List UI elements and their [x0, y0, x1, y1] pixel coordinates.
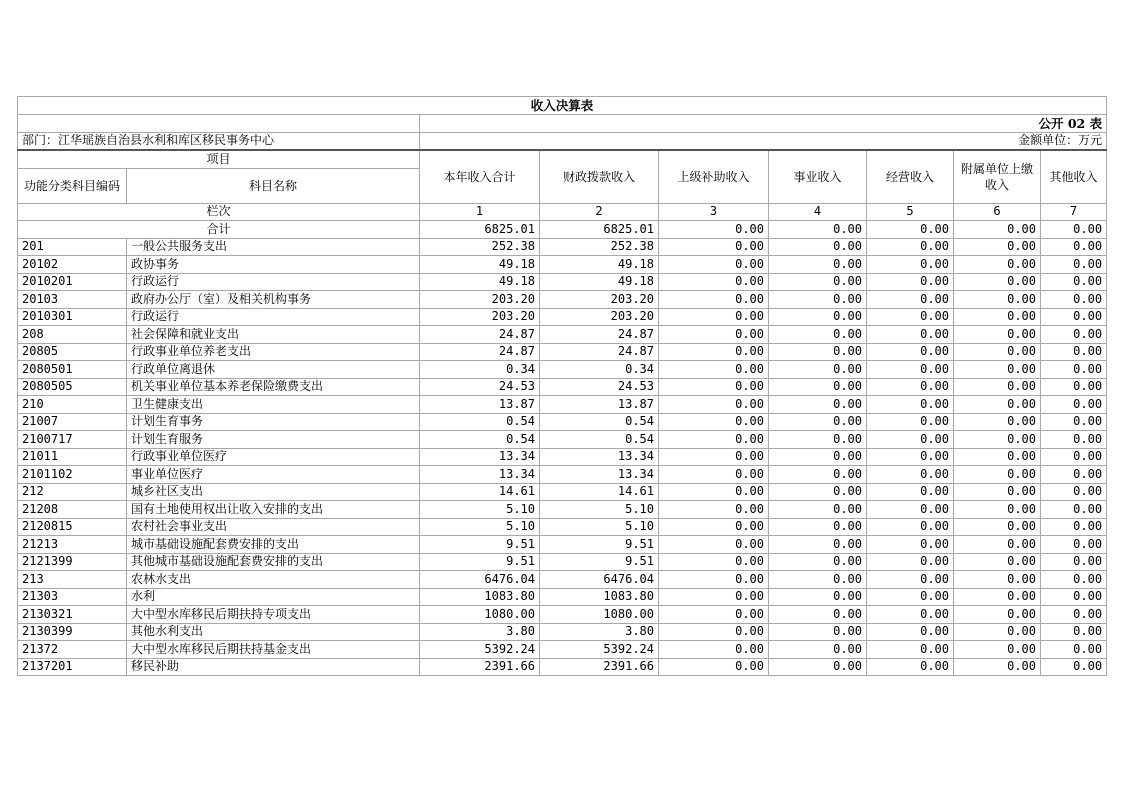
amount-cell: 0.00 [954, 588, 1041, 606]
amount-cell: 0.00 [769, 308, 867, 326]
amount-cell: 0.00 [954, 326, 1041, 344]
table-row [18, 553, 1107, 571]
amount-cell: 0.00 [954, 658, 1041, 676]
table-row [18, 641, 1107, 659]
subject-name: 行政运行 [127, 273, 420, 291]
amount-cell: 0.00 [954, 378, 1041, 396]
table-row [18, 466, 1107, 484]
subject-name: 机关事业单位基本养老保险缴费支出 [127, 378, 420, 396]
amount-cell: 0.00 [659, 238, 769, 256]
form-number: 公开 02 表 [420, 115, 1107, 133]
subject-code: 2010301 [18, 308, 127, 326]
amount-cell: 0.00 [1041, 483, 1107, 501]
amount-cell: 0.00 [867, 413, 954, 431]
amount-cell: 0.00 [867, 553, 954, 571]
subject-name: 农林水支出 [127, 571, 420, 589]
subject-name: 政府办公厅（室）及相关机构事务 [127, 291, 420, 309]
amount-cell: 0.00 [659, 571, 769, 589]
amount-cell: 13.87 [420, 396, 540, 414]
amount-cell: 0.00 [1041, 588, 1107, 606]
amount-cell: 0.00 [769, 571, 867, 589]
subject-name: 其他城市基础设施配套费安排的支出 [127, 553, 420, 571]
subject-code: 210 [18, 396, 127, 414]
table-row [18, 606, 1107, 624]
subject-code: 20102 [18, 256, 127, 274]
total-value: 0.00 [954, 221, 1041, 239]
table-row [18, 291, 1107, 309]
amount-cell: 0.00 [769, 448, 867, 466]
amount-cell: 0.00 [954, 308, 1041, 326]
amount-cell: 203.20 [420, 308, 540, 326]
amount-cell: 1083.80 [540, 588, 659, 606]
amount-cell: 13.34 [540, 448, 659, 466]
amount-cell: 0.00 [1041, 553, 1107, 571]
header-col-7: 其他收入 [1041, 150, 1107, 203]
amount-cell: 0.00 [1041, 623, 1107, 641]
amount-cell: 0.00 [954, 361, 1041, 379]
header-name: 科目名称 [127, 168, 420, 203]
header-col-3: 上级补助收入 [659, 150, 769, 203]
amount-cell: 0.00 [769, 378, 867, 396]
subject-code: 2121399 [18, 553, 127, 571]
subject-code: 2080505 [18, 378, 127, 396]
table-row [18, 343, 1107, 361]
lane-number: 6 [954, 203, 1041, 221]
header-col-6: 附属单位上缴收入 [954, 150, 1041, 203]
amount-cell: 13.34 [420, 448, 540, 466]
subject-code: 20805 [18, 343, 127, 361]
amount-cell: 0.00 [659, 606, 769, 624]
amount-cell: 0.00 [1041, 536, 1107, 554]
amount-cell: 0.00 [1041, 343, 1107, 361]
amount-cell: 0.54 [540, 431, 659, 449]
amount-cell: 0.00 [659, 431, 769, 449]
amount-cell: 2391.66 [540, 658, 659, 676]
amount-cell: 252.38 [540, 238, 659, 256]
amount-cell: 0.00 [954, 431, 1041, 449]
amount-cell: 0.00 [867, 606, 954, 624]
amount-cell: 5.10 [420, 518, 540, 536]
amount-cell: 252.38 [420, 238, 540, 256]
amount-cell: 13.87 [540, 396, 659, 414]
amount-cell: 0.00 [769, 273, 867, 291]
subject-name: 行政事业单位医疗 [127, 448, 420, 466]
total-value: 0.00 [659, 221, 769, 239]
amount-cell: 0.00 [659, 413, 769, 431]
amount-cell: 9.51 [420, 553, 540, 571]
amount-cell: 0.00 [954, 536, 1041, 554]
amount-cell: 0.00 [867, 518, 954, 536]
amount-cell: 0.00 [769, 466, 867, 484]
amount-cell: 0.00 [954, 571, 1041, 589]
table-row [18, 483, 1107, 501]
table-row [18, 536, 1107, 554]
lane-number: 1 [420, 203, 540, 221]
amount-cell: 0.00 [659, 273, 769, 291]
amount-cell: 0.00 [769, 658, 867, 676]
subject-name: 其他水利支出 [127, 623, 420, 641]
amount-cell: 24.53 [420, 378, 540, 396]
subject-code: 21372 [18, 641, 127, 659]
amount-cell: 0.00 [769, 518, 867, 536]
amount-cell: 0.00 [954, 553, 1041, 571]
amount-cell: 1083.80 [420, 588, 540, 606]
table-row [18, 501, 1107, 519]
header-col-4: 事业收入 [769, 150, 867, 203]
amount-cell: 0.00 [659, 518, 769, 536]
amount-cell: 0.00 [954, 343, 1041, 361]
table-row [18, 238, 1107, 256]
subject-name: 卫生健康支出 [127, 396, 420, 414]
amount-cell: 0.00 [867, 448, 954, 466]
subject-code: 2080501 [18, 361, 127, 379]
amount-cell: 0.00 [659, 378, 769, 396]
amount-cell: 0.00 [659, 623, 769, 641]
header-col-2: 财政拨款收入 [540, 150, 659, 203]
amount-cell: 0.00 [769, 361, 867, 379]
amount-cell: 0.00 [1041, 413, 1107, 431]
amount-cell: 0.00 [769, 396, 867, 414]
amount-cell: 0.00 [659, 308, 769, 326]
amount-cell: 0.34 [540, 361, 659, 379]
amount-cell: 1080.00 [540, 606, 659, 624]
amount-cell: 0.00 [867, 466, 954, 484]
amount-cell: 0.34 [420, 361, 540, 379]
amount-cell: 9.51 [420, 536, 540, 554]
amount-cell: 0.00 [769, 501, 867, 519]
amount-cell: 0.00 [769, 483, 867, 501]
table-row [18, 308, 1107, 326]
amount-cell: 0.00 [954, 273, 1041, 291]
amount-cell: 0.00 [867, 483, 954, 501]
lane-number: 3 [659, 203, 769, 221]
amount-cell: 13.34 [420, 466, 540, 484]
amount-cell: 5392.24 [540, 641, 659, 659]
subject-code: 2100717 [18, 431, 127, 449]
amount-cell: 0.00 [659, 501, 769, 519]
amount-cell: 49.18 [540, 256, 659, 274]
amount-cell: 0.00 [954, 518, 1041, 536]
amount-cell: 0.00 [1041, 378, 1107, 396]
amount-cell: 0.00 [1041, 501, 1107, 519]
amount-cell: 2391.66 [420, 658, 540, 676]
amount-cell: 0.00 [954, 641, 1041, 659]
amount-cell: 0.00 [659, 483, 769, 501]
amount-cell: 5392.24 [420, 641, 540, 659]
table-row [18, 361, 1107, 379]
amount-cell: 0.00 [659, 361, 769, 379]
amount-cell: 203.20 [540, 308, 659, 326]
subject-code: 21007 [18, 413, 127, 431]
amount-cell: 49.18 [420, 273, 540, 291]
amount-cell: 6476.04 [420, 571, 540, 589]
amount-cell: 0.00 [1041, 571, 1107, 589]
amount-cell: 0.00 [954, 396, 1041, 414]
amount-cell: 0.00 [769, 326, 867, 344]
amount-cell: 0.00 [769, 343, 867, 361]
subject-code: 2130399 [18, 623, 127, 641]
amount-cell: 0.00 [1041, 291, 1107, 309]
amount-cell: 0.00 [1041, 518, 1107, 536]
amount-cell: 0.00 [1041, 641, 1107, 659]
income-final-account-sheet [17, 96, 1106, 676]
amount-cell: 24.87 [420, 343, 540, 361]
amount-cell: 13.34 [540, 466, 659, 484]
lane-number: 5 [867, 203, 954, 221]
table-title: 收入决算表 [18, 97, 1107, 115]
subject-name: 大中型水库移民后期扶持专项支出 [127, 606, 420, 624]
amount-cell: 0.00 [1041, 273, 1107, 291]
total-value: 0.00 [1041, 221, 1107, 239]
amount-cell: 0.00 [1041, 326, 1107, 344]
lane-number: 7 [1041, 203, 1107, 221]
table-row [18, 326, 1107, 344]
total-value: 6825.01 [420, 221, 540, 239]
amount-cell: 9.51 [540, 536, 659, 554]
header-col-5: 经营收入 [867, 150, 954, 203]
amount-cell: 0.00 [867, 536, 954, 554]
total-label: 合计 [18, 221, 420, 239]
subject-code: 21213 [18, 536, 127, 554]
amount-cell: 0.00 [867, 308, 954, 326]
subject-code: 2137201 [18, 658, 127, 676]
amount-cell: 0.00 [867, 623, 954, 641]
amount-cell: 0.00 [769, 606, 867, 624]
subject-code: 20103 [18, 291, 127, 309]
table-row [18, 448, 1107, 466]
amount-cell: 0.00 [769, 553, 867, 571]
subject-name: 政协事务 [127, 256, 420, 274]
total-row [18, 221, 1107, 239]
amount-cell: 0.00 [769, 291, 867, 309]
subject-name: 行政事业单位养老支出 [127, 343, 420, 361]
amount-cell: 0.54 [420, 413, 540, 431]
amount-cell: 0.00 [954, 606, 1041, 624]
amount-cell: 0.00 [659, 553, 769, 571]
amount-cell: 0.00 [867, 273, 954, 291]
amount-cell: 0.00 [867, 238, 954, 256]
amount-cell: 5.10 [540, 501, 659, 519]
table-row [18, 623, 1107, 641]
amount-cell: 0.00 [954, 623, 1041, 641]
subject-code: 21011 [18, 448, 127, 466]
amount-cell: 0.00 [659, 466, 769, 484]
amount-cell: 0.00 [1041, 361, 1107, 379]
table-row [18, 396, 1107, 414]
amount-cell: 0.00 [659, 588, 769, 606]
amount-cell: 5.10 [540, 518, 659, 536]
subject-name: 行政单位离退休 [127, 361, 420, 379]
amount-cell: 0.00 [1041, 256, 1107, 274]
amount-cell: 0.00 [659, 396, 769, 414]
amount-cell: 0.00 [769, 413, 867, 431]
income-table [17, 96, 1107, 676]
subject-name: 国有土地使用权出让收入安排的支出 [127, 501, 420, 519]
amount-cell: 0.00 [867, 641, 954, 659]
amount-cell: 0.00 [1041, 431, 1107, 449]
subject-name: 计划生育服务 [127, 431, 420, 449]
amount-cell: 0.00 [954, 291, 1041, 309]
amount-cell: 0.00 [954, 448, 1041, 466]
amount-cell: 49.18 [540, 273, 659, 291]
lane-label: 栏次 [18, 203, 420, 221]
subject-name: 农村社会事业支出 [127, 518, 420, 536]
total-value: 0.00 [867, 221, 954, 239]
amount-cell: 0.00 [659, 326, 769, 344]
amount-cell: 0.00 [867, 571, 954, 589]
amount-cell: 0.00 [1041, 606, 1107, 624]
amount-cell: 0.00 [659, 536, 769, 554]
amount-cell: 3.80 [540, 623, 659, 641]
amount-cell: 0.00 [954, 466, 1041, 484]
amount-cell: 24.87 [540, 326, 659, 344]
amount-cell: 0.00 [1041, 466, 1107, 484]
table-row [18, 431, 1107, 449]
amount-cell: 0.00 [659, 641, 769, 659]
amount-cell: 24.53 [540, 378, 659, 396]
amount-cell: 9.51 [540, 553, 659, 571]
amount-cell: 0.00 [867, 658, 954, 676]
subject-code: 212 [18, 483, 127, 501]
amount-cell: 5.10 [420, 501, 540, 519]
amount-cell: 14.61 [540, 483, 659, 501]
subject-code: 21303 [18, 588, 127, 606]
table-row [18, 378, 1107, 396]
amount-cell: 49.18 [420, 256, 540, 274]
subject-code: 21208 [18, 501, 127, 519]
amount-cell: 0.00 [867, 378, 954, 396]
amount-cell: 0.00 [659, 343, 769, 361]
amount-cell: 0.00 [954, 256, 1041, 274]
amount-cell: 0.00 [867, 501, 954, 519]
amount-cell: 1080.00 [420, 606, 540, 624]
amount-cell: 0.00 [867, 256, 954, 274]
amount-cell: 24.87 [420, 326, 540, 344]
amount-cell: 0.00 [769, 641, 867, 659]
amount-cell: 0.00 [954, 413, 1041, 431]
subject-code: 2130321 [18, 606, 127, 624]
amount-cell: 0.00 [659, 291, 769, 309]
table-row [18, 588, 1107, 606]
amount-cell: 0.54 [420, 431, 540, 449]
subject-name: 社会保障和就业支出 [127, 326, 420, 344]
table-row [18, 256, 1107, 274]
amount-cell: 0.54 [540, 413, 659, 431]
amount-cell: 0.00 [769, 588, 867, 606]
amount-cell: 0.00 [1041, 308, 1107, 326]
subject-name: 大中型水库移民后期扶持基金支出 [127, 641, 420, 659]
subject-name: 计划生育事务 [127, 413, 420, 431]
amount-cell: 0.00 [867, 291, 954, 309]
header-col-1: 本年收入合计 [420, 150, 540, 203]
lane-number: 4 [769, 203, 867, 221]
header-item: 项目 [18, 150, 420, 168]
amount-cell: 3.80 [420, 623, 540, 641]
subject-name: 行政运行 [127, 308, 420, 326]
subject-name: 事业单位医疗 [127, 466, 420, 484]
amount-cell: 0.00 [954, 483, 1041, 501]
subject-name: 城市基础设施配套费安排的支出 [127, 536, 420, 554]
department-name: 部门：江华瑶族自治县水利和库区移民事务中心 [18, 132, 420, 150]
amount-cell: 0.00 [769, 238, 867, 256]
table-row [18, 658, 1107, 676]
amount-cell: 14.61 [420, 483, 540, 501]
subject-name: 城乡社区支出 [127, 483, 420, 501]
amount-cell: 203.20 [420, 291, 540, 309]
amount-cell: 0.00 [867, 588, 954, 606]
subject-code: 208 [18, 326, 127, 344]
amount-cell: 0.00 [867, 361, 954, 379]
header-code: 功能分类科目编码 [18, 168, 127, 203]
subject-code: 2010201 [18, 273, 127, 291]
amount-cell: 0.00 [1041, 396, 1107, 414]
total-value: 0.00 [769, 221, 867, 239]
amount-cell: 0.00 [1041, 658, 1107, 676]
total-value: 6825.01 [540, 221, 659, 239]
amount-cell: 0.00 [1041, 238, 1107, 256]
amount-cell: 24.87 [540, 343, 659, 361]
subject-code: 2120815 [18, 518, 127, 536]
subject-code: 2101102 [18, 466, 127, 484]
amount-cell: 0.00 [769, 256, 867, 274]
subject-code: 201 [18, 238, 127, 256]
amount-cell: 0.00 [954, 501, 1041, 519]
table-row [18, 518, 1107, 536]
amount-cell: 0.00 [867, 326, 954, 344]
amount-cell: 0.00 [769, 623, 867, 641]
amount-cell: 0.00 [659, 448, 769, 466]
amount-cell: 0.00 [867, 343, 954, 361]
amount-cell: 203.20 [540, 291, 659, 309]
subject-code: 213 [18, 571, 127, 589]
amount-cell: 0.00 [769, 431, 867, 449]
table-row [18, 571, 1107, 589]
amount-cell: 0.00 [769, 536, 867, 554]
subject-name: 移民补助 [127, 658, 420, 676]
amount-cell: 0.00 [1041, 448, 1107, 466]
amount-cell: 0.00 [659, 256, 769, 274]
subject-name: 水利 [127, 588, 420, 606]
lane-number: 2 [540, 203, 659, 221]
amount-unit: 金额单位：万元 [420, 132, 1107, 150]
amount-cell: 0.00 [867, 431, 954, 449]
subject-name: 一般公共服务支出 [127, 238, 420, 256]
table-row [18, 413, 1107, 431]
amount-cell: 6476.04 [540, 571, 659, 589]
amount-cell: 0.00 [867, 396, 954, 414]
table-row [18, 273, 1107, 291]
amount-cell: 0.00 [659, 658, 769, 676]
amount-cell: 0.00 [954, 238, 1041, 256]
